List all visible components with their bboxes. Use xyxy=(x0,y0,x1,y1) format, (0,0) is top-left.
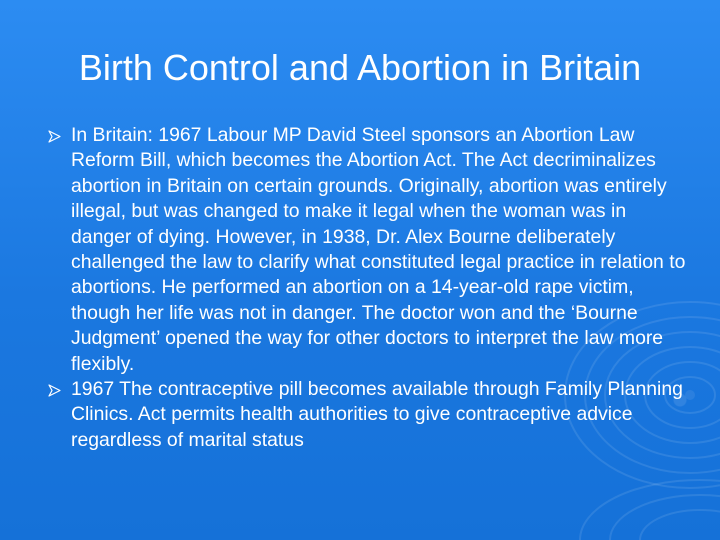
arrow-bullet-icon xyxy=(48,384,61,397)
slide-title: Birth Control and Abortion in Britain xyxy=(78,47,642,88)
arrow-bullet-icon xyxy=(48,130,61,143)
bullet-item xyxy=(48,123,688,377)
bullet-text: 1967 The contraceptive pill becomes available through Family Planning Clinics. Act permits health authorities to give contraceptive advice regardless of marital status xyxy=(71,378,683,451)
bullet-list xyxy=(48,123,688,453)
bullet-text: In Britain: 1967 Labour MP David Steel sponsors an Abortion Law Reform Bill, which becomes the Abortion Act. The Act decriminalizes abortion in Britain on certain grounds. Originally, abortion was entirely illegal, but was changed to make it legal when the woman was in danger of dying. However, in 1938, Dr. Alex Bourne deliberately challenged the law to clarify what constituted legal practice in relation to abortions. He performed an abortion on a 14-year-old rape victim, though her life was not in danger. The doctor won and the ‘Bourne Judgment’ opened the way for other doctors to interpret the law more flexibly. xyxy=(71,124,686,375)
bullet-item xyxy=(48,377,688,453)
